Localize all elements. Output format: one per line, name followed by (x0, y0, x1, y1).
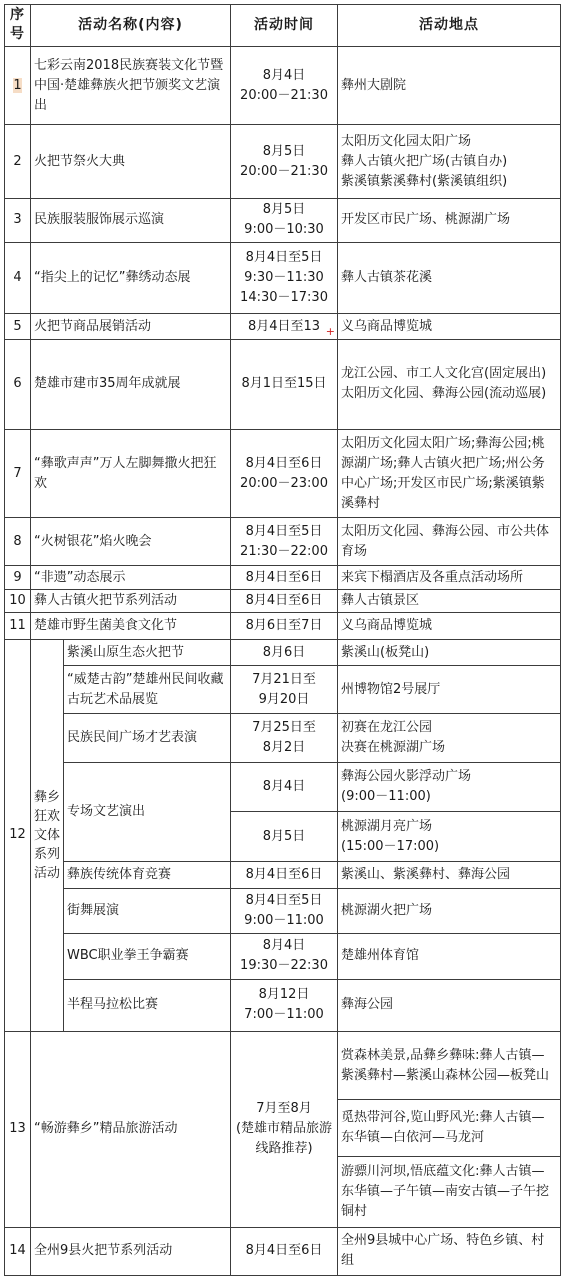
event-place: 州博物馆2号展厅 (338, 666, 561, 714)
table-row (5, 314, 561, 340)
event-name: “彝歌声声”万人左脚舞撒火把狂欢 (31, 429, 231, 518)
event-time: 8月5日 9:00－10:30 (231, 198, 338, 242)
event-time: 8月12日 7:00－11:00 (231, 979, 338, 1031)
event-name: 楚雄市建市35周年成就展 (31, 339, 231, 429)
event-place: 义乌商品博览城 (338, 314, 561, 340)
table-row (5, 125, 561, 199)
row-number: 7 (5, 429, 31, 518)
event-place: 义乌商品博览城 (338, 613, 561, 640)
event-time: 8月4日至6日 (231, 862, 338, 889)
table-row (5, 566, 561, 589)
event-name: 七彩云南2018民族赛装文化节暨中国·楚雄彝族火把节颁奖文艺演出 (31, 46, 231, 125)
event-place: 彝州大剧院 (338, 46, 561, 125)
table-row (5, 979, 561, 1031)
event-time: 8月4日至6日 (231, 589, 338, 612)
table-row (5, 888, 561, 933)
event-schedule-table (4, 4, 561, 1276)
event-time: 8月5日 20:00－21:30 (231, 125, 338, 199)
header-no: 序号 (5, 5, 31, 47)
event-place: 彝海公园 (338, 979, 561, 1031)
event-name: 火把节祭火大典 (31, 125, 231, 199)
row-number: 3 (5, 198, 31, 242)
table-row (5, 339, 561, 429)
event-time: 8月6日至7日 (231, 613, 338, 640)
event-time: 8月4日 19:30－22:30 (231, 933, 338, 979)
event-name: WBC职业拳王争霸赛 (64, 933, 231, 979)
event-name: 街舞展演 (64, 888, 231, 933)
event-name: “非遗”动态展示 (31, 566, 231, 589)
event-name: “畅游彝乡”精品旅游活动 (31, 1031, 231, 1227)
table-row (5, 763, 561, 812)
event-place: 太阳历文化园、彝海公园、市公共体育场 (338, 518, 561, 566)
event-time: 8月4日 (231, 763, 338, 812)
table-header-row (5, 5, 561, 47)
event-name: 民族民间广场才艺表演 (64, 714, 231, 763)
event-name: “火树银花”焰火晚会 (31, 518, 231, 566)
table-row (5, 714, 561, 763)
event-name: “指尖上的记忆”彝绣动态展 (31, 242, 231, 313)
table-row (5, 1031, 561, 1099)
event-time: 8月4日至6日 (231, 1227, 338, 1275)
row-number: 9 (5, 566, 31, 589)
group-title: 彝乡狂欢文体系列活动 (31, 639, 64, 1031)
event-place: 桃源湖月亮广场 (15:00－17:00) (338, 812, 561, 862)
event-name: 紫溪山原生态火把节 (64, 639, 231, 666)
event-place: 彝人古镇景区 (338, 589, 561, 612)
event-time-cell (231, 314, 338, 340)
row-number: 14 (5, 1227, 31, 1275)
event-name: 半程马拉松比赛 (64, 979, 231, 1031)
event-place: 赏森林美景,品彝乡彝味:彝人古镇—紫溪彝村—紫溪山森林公园—板凳山 (338, 1031, 561, 1099)
row-number: 5 (5, 314, 31, 340)
event-name: 彝族传统体育竞赛 (64, 862, 231, 889)
event-time: 8月4日至5日 9:30－11:30 14:30－17:30 (231, 242, 338, 313)
event-place: 彝人古镇茶花溪 (338, 242, 561, 313)
row-number: 6 (5, 339, 31, 429)
event-name: “威楚古韵”楚雄州民间收藏古玩艺术品展览 (64, 666, 231, 714)
event-time: 8月4日至6日 (231, 566, 338, 589)
event-time: 7月至8月 (楚雄市精品旅游线路推荐) (231, 1031, 338, 1227)
event-name: 彝人古镇火把节系列活动 (31, 589, 231, 612)
event-place: 紫溪山、紫溪彝村、彝海公园 (338, 862, 561, 889)
event-place: 彝海公园火影浮动广场 (9:00－11:00) (338, 763, 561, 812)
event-time: 8月4日至13 (247, 318, 321, 334)
row-number: 8 (5, 518, 31, 566)
event-time: 8月4日至6日 20:00－23:00 (231, 429, 338, 518)
header-name: 活动名称(内容) (31, 5, 231, 47)
table-row (5, 46, 561, 125)
event-place: 开发区市民广场、桃源湖广场 (338, 198, 561, 242)
event-place: 来宾下榻酒店及各重点活动场所 (338, 566, 561, 589)
event-time: 7月25日至 8月2日 (231, 714, 338, 763)
row-number: 4 (5, 242, 31, 313)
table-row (5, 862, 561, 889)
table-row (5, 613, 561, 640)
table-row (5, 1227, 561, 1275)
event-time: 7月21日至 9月20日 (231, 666, 338, 714)
event-time: 8月1日至15日 (231, 339, 338, 429)
event-name: 专场文艺演出 (64, 763, 231, 862)
event-place: 紫溪山(板凳山) (338, 639, 561, 666)
event-place: 觅热带河谷,览山野风光:彝人古镇—东华镇—白依河—马龙河 (338, 1100, 561, 1157)
event-name: 民族服装服饰展示巡演 (31, 198, 231, 242)
row-number: 1 (13, 77, 22, 93)
table-row (5, 198, 561, 242)
event-time: 8月6日 (231, 639, 338, 666)
event-place: 楚雄州体育馆 (338, 933, 561, 979)
table-row (5, 429, 561, 518)
row-number: 13 (5, 1031, 31, 1227)
event-time: 8月5日 (231, 812, 338, 862)
row-number: 11 (5, 613, 31, 640)
table-row (5, 589, 561, 612)
event-place: 太阳历文化园太阳广场;彝海公园;桃源湖广场;彝人古镇火把广场;州公务中心广场;开发区市民广场;紫溪镇紫溪彝村 (338, 429, 561, 518)
event-place: 游骠川河坝,悟底蕴文化:彝人古镇—东华镇—子午镇—南安古镇—子午挖铜村 (338, 1157, 561, 1227)
event-time: 8月4日 20:00－21:30 (231, 46, 338, 125)
event-time: 8月4日至5日 9:00－11:00 (231, 888, 338, 933)
table-row (5, 933, 561, 979)
table-row (5, 518, 561, 566)
event-place: 龙江公园、市工人文化宫(固定展出) 太阳历文化园、彝海公园(流动巡展) (338, 339, 561, 429)
row-number: 2 (5, 125, 31, 199)
table-row (5, 666, 561, 714)
event-name: 全州9县火把节系列活动 (31, 1227, 231, 1275)
table-row (5, 639, 561, 666)
header-place: 活动地点 (338, 5, 561, 47)
red-plus-mark: + (325, 324, 336, 338)
event-name: 楚雄市野生菌美食文化节 (31, 613, 231, 640)
row-number: 12 (5, 639, 31, 1031)
event-place: 初赛在龙江公园 决赛在桃源湖广场 (338, 714, 561, 763)
event-name: 火把节商品展销活动 (31, 314, 231, 340)
header-time: 活动时间 (231, 5, 338, 47)
event-place: 太阳历文化园太阳广场 彝人古镇火把广场(古镇自办) 紫溪镇紫溪彝村(紫溪镇组织) (338, 125, 561, 199)
event-time: 8月4日至5日 21:30－22:00 (231, 518, 338, 566)
event-place: 桃源湖火把广场 (338, 888, 561, 933)
table-row (5, 242, 561, 313)
row-number: 10 (5, 589, 31, 612)
event-place: 全州9县城中心广场、特色乡镇、村组 (338, 1227, 561, 1275)
